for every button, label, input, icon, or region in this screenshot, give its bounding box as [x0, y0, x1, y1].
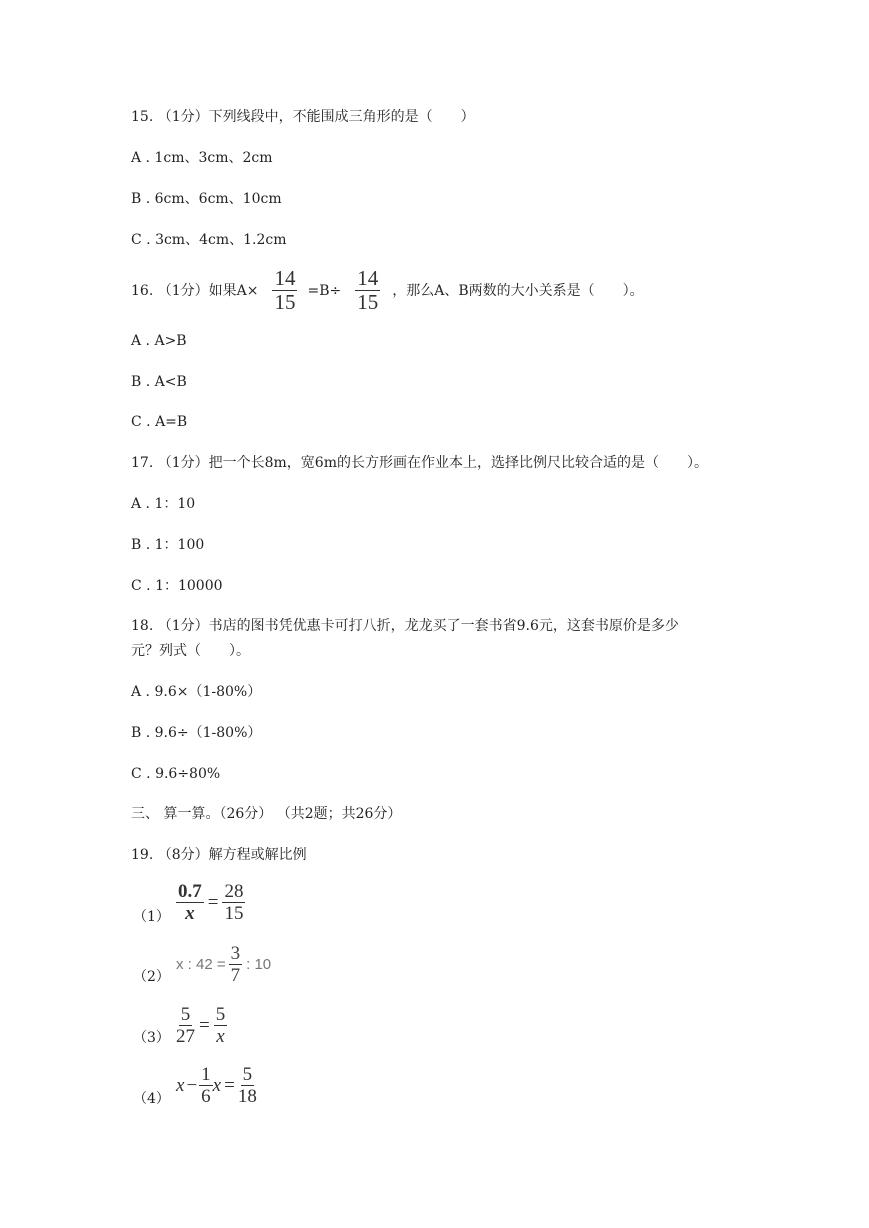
q19-label-1: （1）	[133, 909, 170, 925]
eq3-left-numerator: 5	[180, 1004, 191, 1025]
eq4-minus: −	[186, 1074, 198, 1096]
q16-option-b: B . A<B	[131, 374, 187, 390]
eq4-numerator: 1	[201, 1064, 211, 1085]
q16-mid: =B÷	[307, 282, 342, 299]
q16-fraction-2	[355, 268, 380, 313]
eq3-left-fraction	[176, 1005, 195, 1046]
q16-fraction-1-numerator: 14	[274, 266, 296, 290]
q15-stem: 15. （1分）下列线段中，不能围成三角形的是（ ）	[131, 109, 475, 125]
eq4-right-numerator: 5	[242, 1064, 253, 1085]
q18-stem-line-2: 元？列式（ ）。	[131, 643, 250, 659]
eq4-x2: x	[212, 1074, 222, 1096]
section-3-heading: 三、 算一算。（26分） （共2题；共26分）	[131, 806, 402, 822]
eq3-right-numerator: 5	[215, 1004, 226, 1025]
q19-equation-4	[176, 1065, 257, 1106]
eq1-right-denominator: 15	[224, 903, 244, 924]
eq1-right-fraction	[222, 882, 245, 923]
q18-stem-line-1: 18. （1分）书店的图书凭优惠卡可打八折，龙龙买了一套书省9.6元，这套书原价是多少	[131, 618, 679, 634]
eq1-equals: =	[207, 891, 219, 913]
q16-option-c: C . A=B	[131, 414, 188, 430]
q16-fraction-2-numerator: 14	[357, 266, 379, 290]
q16-option-a: A . A>B	[131, 333, 187, 349]
q17-option-a: A . 1：10	[131, 496, 196, 512]
q18-option-c: C . 9.6÷80%	[131, 766, 221, 782]
q19-label-4: （4）	[133, 1091, 170, 1107]
q18-option-a: A . 9.6×（1-80%）	[131, 684, 262, 700]
q17-option-c: C . 1：10000	[131, 578, 223, 594]
eq3-right-fraction	[214, 1005, 228, 1046]
q17-option-b: B . 1：100	[131, 537, 205, 553]
eq1-left-denominator: x	[185, 903, 195, 924]
q16-fraction-2-denominator: 15	[357, 290, 379, 314]
eq4-denominator: 6	[201, 1086, 211, 1107]
eq2-denominator: 7	[230, 965, 241, 986]
eq4-equals: =	[224, 1074, 235, 1096]
q16-stem	[131, 268, 644, 313]
q19-stem: 19. （8分）解方程或解比例	[131, 847, 307, 863]
eq2-numerator: 3	[230, 943, 241, 964]
eq2-right: : 10	[246, 956, 272, 973]
q16-suffix: ，那么A、B两数的大小关系是（ ）。	[392, 282, 644, 299]
q19-equation-1	[176, 882, 245, 923]
eq4-right-fraction	[238, 1065, 257, 1106]
q15-option-b: B . 6cm、6cm、10cm	[131, 191, 282, 207]
eq2-fraction	[229, 944, 243, 985]
eq4-right-denominator: 18	[237, 1086, 257, 1107]
eq1-left-numerator: 0.7	[178, 881, 202, 902]
eq2-left: x : 42 =	[176, 956, 226, 973]
q17-stem: 17. （1分）把一个长8m，宽6m的长方形画在作业本上，选择比例尺比较合适的是（ ）。	[131, 455, 708, 471]
q19-label-2: （2）	[133, 969, 170, 985]
eq3-right-denominator: x	[216, 1026, 225, 1047]
q16-fraction-1	[272, 268, 297, 313]
q19-equation-3	[176, 1005, 227, 1046]
eq4-x: x	[176, 1074, 185, 1096]
q16-fraction-1-denominator: 15	[274, 290, 296, 314]
eq1-left-fraction	[176, 882, 204, 923]
q15-option-a: A . 1cm、3cm、2cm	[131, 150, 273, 166]
q16-prefix: 16. （1分）如果A×	[131, 282, 259, 299]
q19-label-3: （3）	[133, 1030, 170, 1046]
eq3-equals: =	[199, 1014, 210, 1036]
q18-option-b: B . 9.6÷（1-80%）	[131, 725, 262, 741]
eq4-fraction	[199, 1065, 213, 1106]
eq1-right-numerator: 28	[224, 881, 244, 902]
q15-option-c: C . 3cm、4cm、1.2cm	[131, 232, 287, 248]
q19-equation-2	[176, 944, 271, 985]
eq3-left-denominator: 27	[176, 1026, 195, 1047]
